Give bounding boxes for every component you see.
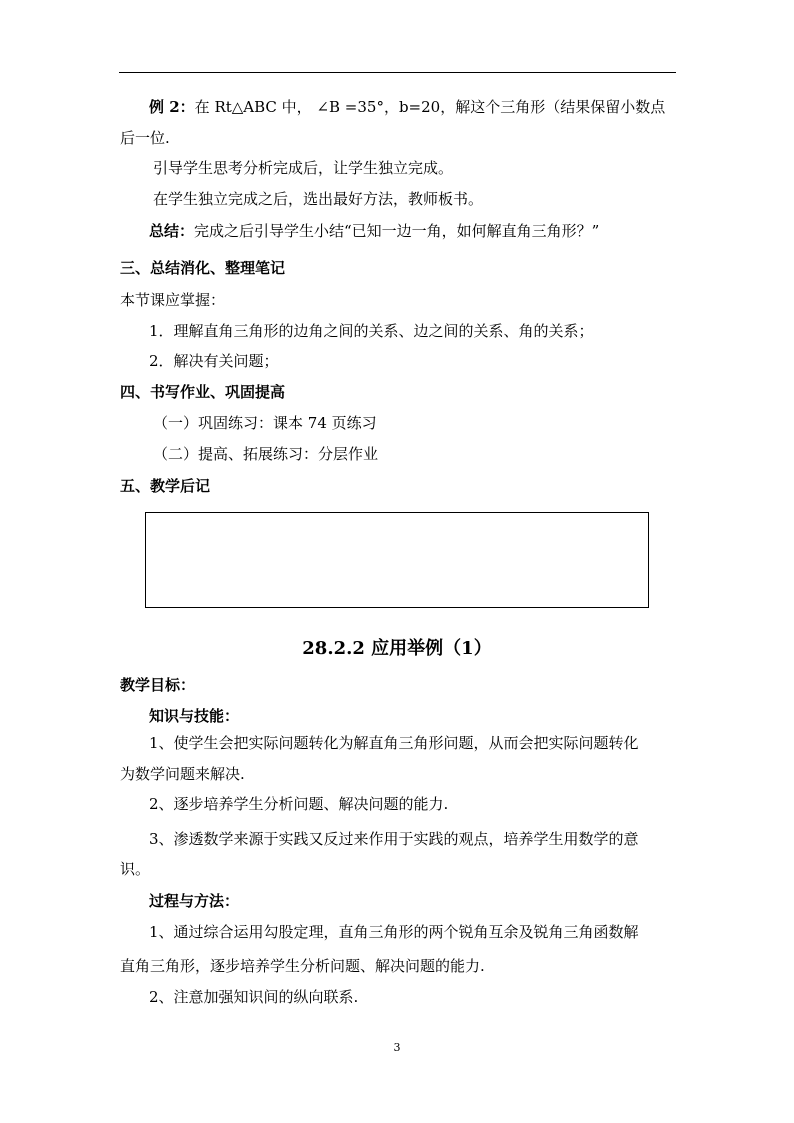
section-4-heading: 四、书写作业、巩固提高 xyxy=(120,383,286,401)
section-4-item-2: （二）提高、拓展练习：分层作业 xyxy=(153,445,379,463)
knowledge-item: 为数学问题来解决. xyxy=(120,765,245,783)
example-2-line-1 xyxy=(149,97,665,117)
header-rule xyxy=(119,72,676,73)
knowledge-heading: 知识与技能： xyxy=(149,707,240,725)
process-item: 1、通过综合运用勾股定理，直角三角形的两个锐角互余及锐角三角函数解 xyxy=(149,923,639,941)
process-item: 2、注意加强知识间的纵向联系. xyxy=(149,988,359,1006)
section-3-heading: 三、总结消化、整理笔记 xyxy=(120,259,286,277)
example-2-line-2: 后一位. xyxy=(120,129,170,147)
process-heading: 过程与方法： xyxy=(149,892,240,910)
knowledge-item: 2、逐步培养学生分析问题、解决问题的能力. xyxy=(149,795,449,813)
knowledge-item: 1、使学生会把实际问题转化为解直角三角形问题，从而会把实际问题转化 xyxy=(149,734,639,752)
guide-text-1: 引导学生思考分析完成后，让学生独立完成。 xyxy=(153,159,454,177)
summary-label: 总结： xyxy=(149,222,195,240)
knowledge-item: 识。 xyxy=(120,860,151,878)
section-3-item-1: 1．理解直角三角形的边角之间的关系、边之间的关系、角的关系； xyxy=(149,322,594,340)
section-4-item-1: （一）巩固练习：课本 74 页练习 xyxy=(153,414,377,432)
summary-text: 完成之后引导学生小结“已知一边一角，如何解直角三角形？” xyxy=(194,222,600,240)
summary-line xyxy=(149,221,599,241)
lesson-title: 28.2.2 应用举例（1） xyxy=(302,638,492,659)
guide-text-2: 在学生独立完成之后，选出最好方法，教师板书。 xyxy=(153,190,484,208)
process-item: 直角三角形，逐步培养学生分析问题、解决问题的能力. xyxy=(120,957,485,975)
section-3-intro: 本节课应掌握： xyxy=(120,291,226,309)
example-2-label: 例 2： xyxy=(149,98,195,116)
page-number: 3 xyxy=(393,1041,401,1054)
objectives-heading: 教学目标： xyxy=(120,676,196,694)
example-2-text: 在 Rt△ABC 中， ∠B =35°，b=20，解这个三角形（结果保留小数点 xyxy=(194,98,666,116)
section-3-item-2: 2．解决有关问题； xyxy=(149,352,279,370)
knowledge-item: 3、渗透数学来源于实践又反过来作用于实践的观点，培养学生用数学的意 xyxy=(149,830,639,848)
section-5-heading: 五、教学后记 xyxy=(120,477,211,495)
teaching-notes-box xyxy=(145,512,649,608)
